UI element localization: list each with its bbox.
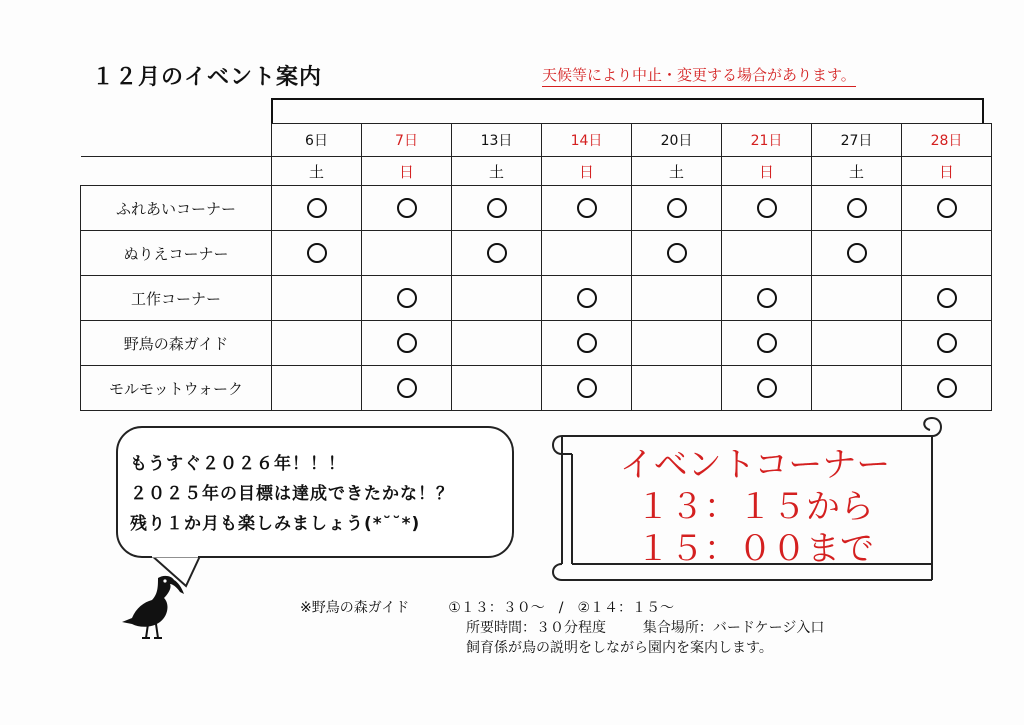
activity-label: ぬりえコーナー (81, 231, 272, 276)
weather-notice: 天候等により中止・変更する場合があります。 (542, 64, 856, 87)
schedule-cell (542, 366, 632, 411)
date-cell: 6日 (272, 124, 362, 157)
circle-mark-icon (397, 333, 417, 353)
schedule-cell (272, 186, 362, 231)
circle-mark-icon (397, 378, 417, 398)
schedule-cell (362, 366, 452, 411)
weekday-cell: 日 (902, 157, 992, 186)
schedule-cell (812, 321, 902, 366)
schedule-cell (452, 186, 542, 231)
schedule-cell (722, 366, 812, 411)
circle-mark-icon (847, 198, 867, 218)
circle-mark-icon (307, 198, 327, 218)
weekday-cell: 土 (272, 157, 362, 186)
schedule-cell (632, 321, 722, 366)
date-row (81, 124, 992, 157)
schedule-cell (632, 366, 722, 411)
weekday-cell: 土 (452, 157, 542, 186)
guide-label: ※野鳥の森ガイド (300, 600, 410, 616)
circle-mark-icon (577, 288, 597, 308)
activity-row (81, 321, 992, 366)
event-schedule-table (80, 123, 992, 411)
speech-bubble (116, 426, 514, 558)
activity-label: ふれあいコーナー (81, 186, 272, 231)
circle-mark-icon (487, 243, 507, 263)
schedule-cell (362, 231, 452, 276)
weekday-cell: 日 (542, 157, 632, 186)
circle-mark-icon (757, 378, 777, 398)
activity-label: 野鳥の森ガイド (81, 321, 272, 366)
schedule-cell (272, 366, 362, 411)
bubble-line-1: もうすぐ２０２６年！！！ (130, 454, 346, 474)
weekday-row (81, 157, 992, 186)
schedule-cell (452, 276, 542, 321)
schedule-cell (902, 321, 992, 366)
circle-mark-icon (937, 198, 957, 218)
scroll-line-1: イベントコーナー (619, 445, 891, 485)
circle-mark-icon (757, 333, 777, 353)
schedule-cell (812, 276, 902, 321)
circle-mark-icon (577, 333, 597, 353)
date-cell: 21日 (722, 124, 812, 157)
schedule-cell (722, 321, 812, 366)
schedule-cell (632, 276, 722, 321)
schedule-cell (272, 231, 362, 276)
weekday-cell: 土 (812, 157, 902, 186)
scroll-line-3: １５：００まで (636, 529, 874, 569)
weekday-cell: 土 (632, 157, 722, 186)
weekday-cell: 日 (722, 157, 812, 186)
schedule-cell (362, 186, 452, 231)
schedule-cell (902, 186, 992, 231)
schedule-cell (542, 276, 632, 321)
activity-label: モルモットウォーク (81, 366, 272, 411)
bird-forest-guide-info (300, 598, 824, 658)
circle-mark-icon (937, 378, 957, 398)
circle-mark-icon (307, 243, 327, 263)
schedule-cell (812, 231, 902, 276)
circle-mark-icon (577, 378, 597, 398)
schedule-cell (452, 231, 542, 276)
circle-mark-icon (757, 198, 777, 218)
guide-times: ①１３：３０～ / ②１４：１５～ (448, 600, 675, 616)
schedule-cell (722, 186, 812, 231)
schedule-cell (362, 321, 452, 366)
circle-mark-icon (847, 243, 867, 263)
circle-mark-icon (937, 288, 957, 308)
circle-mark-icon (937, 333, 957, 353)
schedule-cell (722, 276, 812, 321)
schedule-cell (722, 231, 812, 276)
schedule-cell (542, 231, 632, 276)
activity-label: 工作コーナー (81, 276, 272, 321)
circle-mark-icon (757, 288, 777, 308)
circle-mark-icon (397, 198, 417, 218)
page-title: １２月のイベント案内 (92, 65, 323, 90)
date-cell: 20日 (632, 124, 722, 157)
circle-mark-icon (667, 243, 687, 263)
date-cell: 14日 (542, 124, 632, 157)
schedule-cell (452, 321, 542, 366)
event-corner-times (560, 444, 950, 570)
activity-row (81, 366, 992, 411)
circle-mark-icon (577, 198, 597, 218)
schedule-cell (272, 276, 362, 321)
ibis-bird-icon (118, 572, 188, 642)
circle-mark-icon (397, 288, 417, 308)
guide-meeting-place: 集合場所：バードケージ入口 (642, 620, 825, 636)
date-cell: 13日 (452, 124, 542, 157)
schedule-cell (902, 231, 992, 276)
activity-row (81, 186, 992, 231)
scroll-line-2: １３：１５から (636, 487, 874, 527)
schedule-header-bar (271, 98, 984, 123)
circle-mark-icon (667, 198, 687, 218)
schedule-cell (542, 321, 632, 366)
bubble-line-2: ２０２５年の目標は達成できたかな！？ (130, 484, 454, 504)
schedule-cell (272, 321, 362, 366)
activity-row (81, 276, 992, 321)
date-cell: 7日 (362, 124, 452, 157)
schedule-cell (632, 231, 722, 276)
schedule-cell (542, 186, 632, 231)
schedule-cell (902, 366, 992, 411)
activity-row (81, 231, 992, 276)
schedule-cell (632, 186, 722, 231)
weekday-cell: 日 (362, 157, 452, 186)
schedule-cell (812, 366, 902, 411)
bubble-line-3: 残り１か月も楽しみましょう(*˘˘*) (130, 514, 421, 534)
date-cell: 28日 (902, 124, 992, 157)
schedule-cell (452, 366, 542, 411)
corner-cell (81, 157, 272, 186)
guide-duration: 所要時間：３０分程度 (466, 620, 606, 636)
date-cell: 27日 (812, 124, 902, 157)
corner-cell (81, 124, 272, 157)
circle-mark-icon (487, 198, 507, 218)
schedule-cell (902, 276, 992, 321)
schedule-cell (362, 276, 452, 321)
schedule-cell (812, 186, 902, 231)
guide-description: 飼育係が鳥の説明をしながら園内を案内します。 (466, 640, 773, 656)
